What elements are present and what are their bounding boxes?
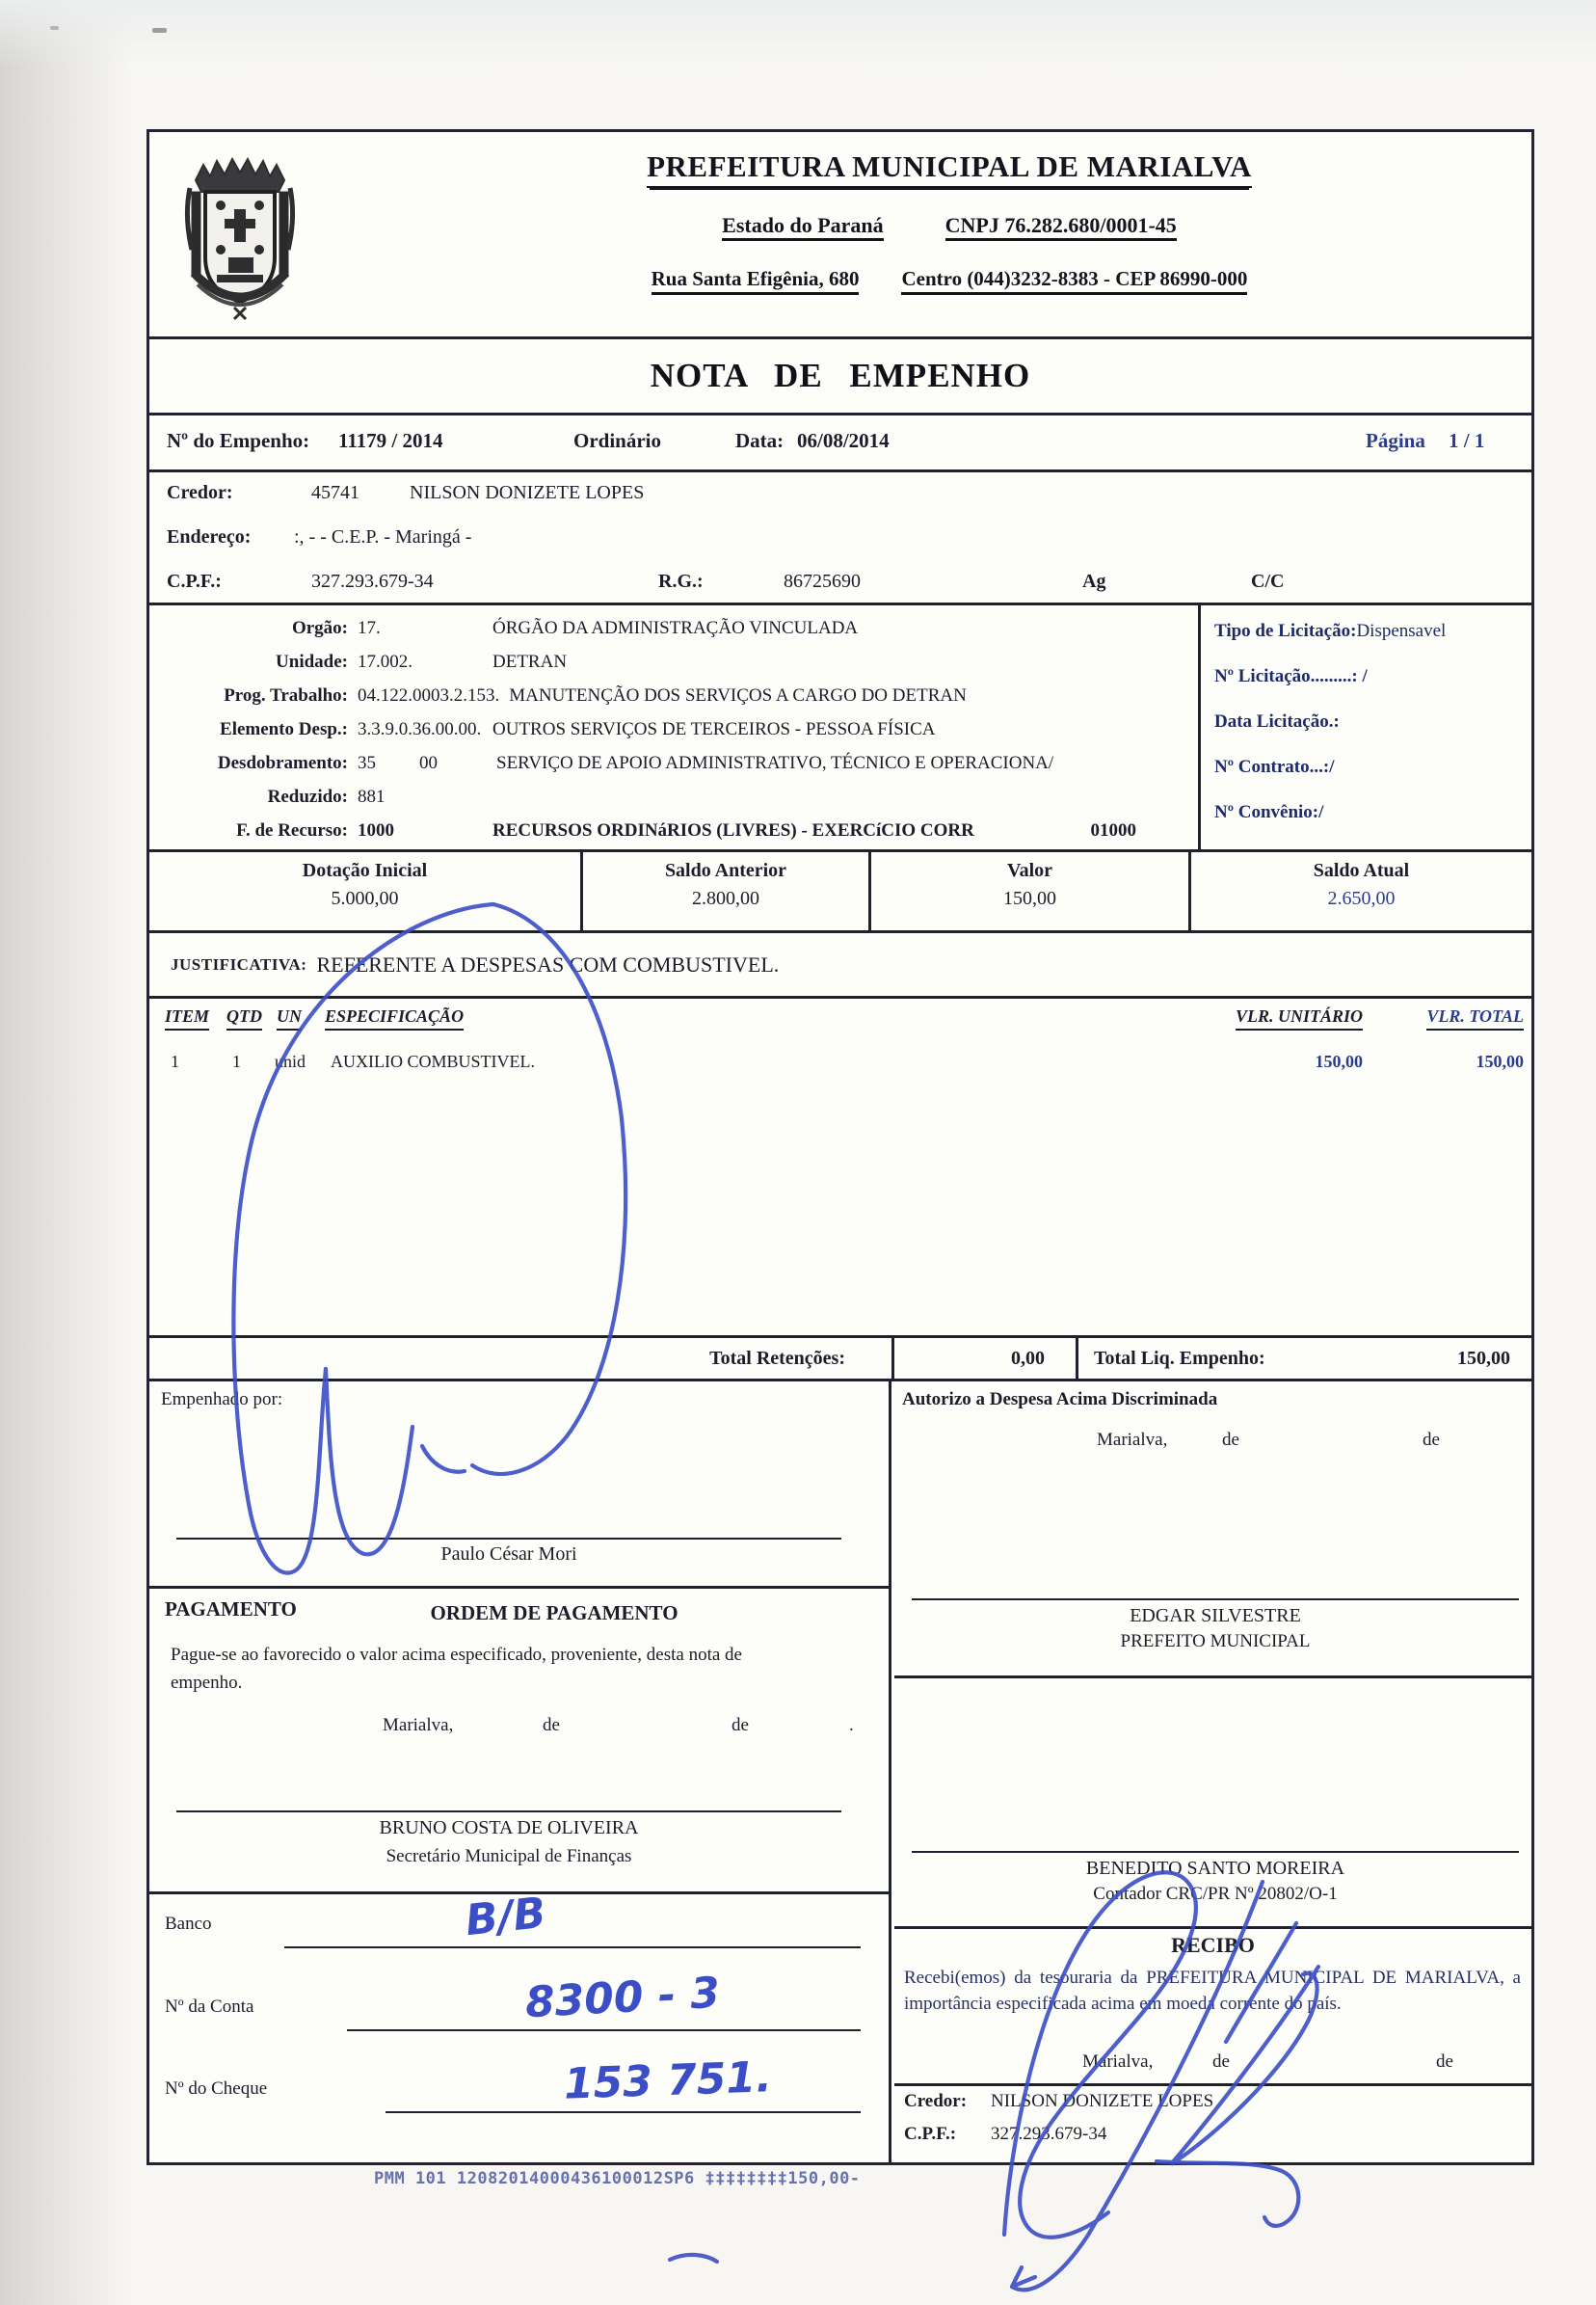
street-address: Rua Santa Efigênia, 680 bbox=[652, 267, 860, 295]
budget-row-unidade bbox=[149, 645, 1198, 679]
scan-edge-shade bbox=[0, 0, 130, 2305]
desdobramento-label: Desdobramento: bbox=[217, 752, 348, 773]
saldo-atual-header: Saldo Atual bbox=[1313, 860, 1410, 881]
prefeito-name: EDGAR SILVESTRE bbox=[1130, 1605, 1301, 1626]
contador-name: BENEDITO SANTO MOREIRA bbox=[1085, 1858, 1345, 1879]
unidade-desc: DETRAN bbox=[492, 651, 568, 672]
budget-row-elemento bbox=[149, 712, 1198, 746]
budget-row-orgao bbox=[149, 611, 1198, 645]
recibo-cpf-value: 327.293.679-34 bbox=[991, 2124, 1107, 2144]
desdobramento-desc: SERVIÇO DE APOIO ADMINISTRATIVO, TÉCNICO E OPERACIONA/ bbox=[496, 752, 1054, 773]
right-divider-2 bbox=[894, 1926, 1531, 1929]
district-phone-cep: Centro (044)3232-8383 - CEP 86990-000 bbox=[901, 267, 1247, 295]
unidade-label: Unidade: bbox=[276, 651, 348, 672]
municipality-title: PREFEITURA MUNICIPAL DE MARIALVA bbox=[647, 149, 1252, 188]
page-label: Página bbox=[1366, 429, 1425, 452]
document-title-bar bbox=[149, 336, 1531, 415]
item-number: 1 bbox=[171, 1052, 179, 1071]
prefeito-signature-line bbox=[912, 1598, 1519, 1600]
cpf-rg-row bbox=[149, 561, 1531, 605]
creditor-row bbox=[149, 472, 1531, 517]
budget-block bbox=[149, 603, 1531, 849]
budget-row-reduzido bbox=[149, 780, 1198, 814]
item-unit: unid bbox=[275, 1052, 306, 1071]
address-row bbox=[149, 517, 1531, 561]
address-label: Endereço: bbox=[167, 526, 252, 548]
city-line-city: Marialva, bbox=[383, 1715, 454, 1735]
total-retencoes-label: Total Retenções: bbox=[709, 1348, 845, 1369]
contador-title: Contador CRC/PR Nº 20802/O-1 bbox=[1093, 1884, 1338, 1904]
account-label: C/C bbox=[1251, 571, 1285, 592]
dotacao-inicial-cell bbox=[149, 852, 583, 930]
conta-handwritten-value: 8300 - 3 bbox=[523, 1968, 722, 2028]
budget-row-desdobramento bbox=[149, 746, 1198, 780]
prefeito-title: PREFEITO MUNICIPAL bbox=[1120, 1631, 1311, 1651]
saldo-anterior-header: Saldo Anterior bbox=[664, 860, 787, 881]
secretario-signature-line bbox=[176, 1810, 841, 1812]
left-column bbox=[149, 1381, 891, 2162]
scan-top-shade bbox=[0, 0, 1596, 67]
orgao-code: 17. bbox=[358, 617, 381, 638]
date-value: 06/08/2014 bbox=[797, 429, 890, 452]
reduzido-label: Reduzido: bbox=[267, 786, 348, 807]
item-total-price: 150,00 bbox=[1476, 1052, 1524, 1071]
justification-label: JUSTIFICATIVA: bbox=[171, 954, 307, 974]
elemento-code: 3.3.9.0.36.00.00. bbox=[358, 718, 482, 739]
cheque-label: Nº do Cheque bbox=[165, 2078, 268, 2099]
recibo-de2: de bbox=[1436, 2051, 1453, 2072]
elemento-label: Elemento Desp.: bbox=[220, 718, 348, 739]
creditor-block bbox=[149, 469, 1531, 603]
licitacao-tipo-label: Tipo de Licitação: bbox=[1214, 621, 1357, 641]
prog-trabalho-code: 04.122.0003.2.153. bbox=[358, 684, 500, 706]
orgao-label: Orgão: bbox=[291, 617, 348, 638]
totals-divider bbox=[1076, 1338, 1078, 1379]
conta-line bbox=[347, 2029, 861, 2031]
empenho-number-label: Nº do Empenho: bbox=[167, 429, 310, 452]
rg-value: 86725690 bbox=[784, 571, 861, 592]
budget-row-recurso bbox=[149, 814, 1198, 847]
licitacao-tipo-value: Dispensavel bbox=[1356, 621, 1447, 641]
item-description: AUXILIO COMBUSTIVEL. bbox=[331, 1052, 535, 1071]
creditor-name: NILSON DONIZETE LOPES bbox=[410, 482, 645, 503]
recibo-credor-label: Credor: bbox=[904, 2091, 968, 2111]
total-retencoes-value: 0,00 bbox=[1011, 1348, 1045, 1369]
recurso-desc: RECURSOS ORDINáRIOS (LIVRES) - EXERCíCIO CORR bbox=[492, 819, 974, 841]
reduzido-code: 881 bbox=[358, 786, 386, 807]
rg-label: R.G.: bbox=[658, 571, 704, 592]
col-qtd: QTD bbox=[226, 1006, 262, 1031]
creditor-label: Credor: bbox=[167, 482, 233, 503]
valor-header: Valor bbox=[1006, 860, 1053, 881]
autorizo-de1: de bbox=[1222, 1430, 1239, 1450]
scan-speck bbox=[152, 28, 167, 33]
recibo-cpf-label: C.P.F.: bbox=[904, 2124, 957, 2144]
items-table-header bbox=[149, 996, 1531, 1034]
items-table-body bbox=[149, 1034, 1531, 1335]
saldo-anterior-value: 2.800,00 bbox=[692, 888, 759, 909]
col-especificacao: ESPECIFICAÇÃO bbox=[325, 1006, 464, 1031]
prog-trabalho-desc: MANUTENÇÃO DOS SERVIÇOS A CARGO DO DETRAN bbox=[509, 684, 967, 706]
scan-speck bbox=[50, 26, 59, 30]
orgao-desc: ÓRGÃO DA ADMINISTRAÇÃO VINCULADA bbox=[492, 617, 859, 638]
conta-label: Nº da Conta bbox=[165, 1997, 254, 2017]
nota-de-empenho-form bbox=[146, 129, 1534, 2165]
recibo-text: Recebi(emos) da tesouraria da PREFEITURA MUNICIPAL DE MARIALVA, a importância especificada acima em moeda corrente do país. bbox=[904, 1968, 1521, 2014]
cpf-value: 327.293.679-34 bbox=[311, 571, 434, 592]
dotacao-inicial-value: 5.000,00 bbox=[331, 888, 399, 909]
signatures-section bbox=[149, 1381, 1531, 2162]
city-line-de1: de bbox=[543, 1715, 560, 1735]
elemento-desc: OUTROS SERVIÇOS DE TERCEIROS - PESSOA FÍSICA bbox=[492, 718, 936, 739]
col-vlr-unitario: VLR. UNITÁRIO bbox=[1236, 1006, 1363, 1031]
recibo-title: RECIBO bbox=[1171, 1933, 1255, 1957]
secretario-name: BRUNO COSTA DE OLIVEIRA bbox=[379, 1817, 639, 1838]
justification-row bbox=[149, 930, 1531, 996]
unidade-code: 17.002. bbox=[358, 651, 412, 672]
recurso-label: F. de Recurso: bbox=[236, 819, 348, 841]
header-line-2 bbox=[390, 213, 1508, 238]
empenhado-signature-line bbox=[176, 1538, 841, 1540]
left-divider-1 bbox=[149, 1586, 889, 1589]
address-value: :, - - C.E.P. - Maringá - bbox=[294, 526, 472, 548]
desdobramento-code: 35 bbox=[358, 752, 376, 773]
date-label: Data: bbox=[735, 429, 785, 452]
col-un: UN bbox=[277, 1006, 302, 1031]
empenhado-signature-name: Paulo César Mori bbox=[440, 1543, 577, 1565]
total-liquido-value: 150,00 bbox=[1457, 1348, 1510, 1369]
marialva-coat-of-arms-logo bbox=[178, 149, 302, 323]
balances-row bbox=[149, 849, 1531, 930]
form-header bbox=[149, 132, 1531, 336]
empenhado-por-label: Empenhado por: bbox=[161, 1389, 283, 1409]
right-divider-3 bbox=[894, 2083, 1531, 2086]
ordem-pagamento-title: ORDEM DE PAGAMENTO bbox=[430, 1601, 678, 1624]
saldo-atual-value: 2.650,00 bbox=[1327, 888, 1396, 909]
item-qty: 1 bbox=[232, 1052, 241, 1071]
pen-tick-annotation bbox=[670, 2255, 717, 2262]
licitacao-tipo bbox=[1214, 621, 1531, 666]
prog-trabalho-label: Prog. Trabalho: bbox=[224, 684, 348, 706]
col-item: ITEM bbox=[165, 1006, 209, 1031]
dotacao-inicial-header: Dotação Inicial bbox=[302, 860, 428, 881]
city-line-de2: de bbox=[732, 1715, 749, 1735]
dot-matrix-footer: PMM 101 12082014000436100012SP6 ‡‡‡‡‡‡‡‡150,00- bbox=[374, 2169, 861, 2188]
budget-row-prog-trabalho bbox=[149, 679, 1198, 712]
recibo-credor-value: NILSON DONIZETE LOPES bbox=[991, 2091, 1214, 2111]
contrato-numero: Nº Contrato...:/ bbox=[1214, 757, 1335, 777]
header-line-3 bbox=[390, 267, 1508, 291]
recurso-code: 1000 bbox=[358, 819, 394, 841]
banco-handwritten-value: B/B bbox=[463, 1888, 548, 1946]
total-liquido-label: Total Liq. Empenho: bbox=[1094, 1348, 1265, 1369]
empenho-number-row bbox=[149, 415, 1531, 469]
agency-label: Ag bbox=[1082, 571, 1106, 592]
licitacao-column bbox=[1198, 605, 1531, 852]
pagamento-title: PAGAMENTO bbox=[165, 1597, 297, 1621]
saldo-anterior-cell bbox=[583, 852, 871, 930]
document-title: NOTA DE EMPENHO bbox=[650, 357, 1031, 394]
empenho-kind: Ordinário bbox=[573, 429, 662, 452]
item-row bbox=[149, 1046, 1531, 1085]
col-vlr-total: VLR. TOTAL bbox=[1426, 1006, 1524, 1031]
state-label: Estado do Paraná bbox=[722, 213, 883, 241]
cpf-label: C.P.F.: bbox=[167, 571, 222, 592]
item-unit-price: 150,00 bbox=[1315, 1052, 1363, 1071]
page-value: 1 / 1 bbox=[1449, 429, 1485, 452]
right-divider-1 bbox=[894, 1675, 1531, 1678]
cnpj-label: CNPJ 76.282.680/0001-45 bbox=[945, 213, 1177, 241]
autorizo-city: Marialva, bbox=[1097, 1430, 1168, 1450]
saldo-atual-cell bbox=[1191, 852, 1531, 930]
budget-classification bbox=[149, 605, 1198, 852]
secretario-title: Secretário Municipal de Finanças bbox=[386, 1846, 632, 1866]
totals-row bbox=[149, 1335, 1531, 1381]
autorizo-de2: de bbox=[1423, 1430, 1440, 1450]
banco-line bbox=[284, 1946, 861, 1948]
banco-label: Banco bbox=[165, 1914, 212, 1934]
valor-cell bbox=[871, 852, 1191, 930]
totals-divider bbox=[891, 1338, 894, 1379]
right-column bbox=[894, 1381, 1531, 2162]
valor-value: 150,00 bbox=[1003, 888, 1056, 909]
convenio-numero: Nº Convênio:/ bbox=[1214, 802, 1324, 822]
cheque-line bbox=[386, 2111, 861, 2113]
recibo-de1: de bbox=[1212, 2051, 1230, 2072]
header-text-block bbox=[390, 149, 1508, 291]
recibo-city: Marialva, bbox=[1082, 2051, 1154, 2072]
recurso-extra-code: 01000 bbox=[1090, 819, 1136, 841]
autorizo-title: Autorizo a Despesa Acima Discriminada bbox=[902, 1389, 1218, 1409]
empenho-number-value: 11179 / 2014 bbox=[338, 429, 443, 452]
justification-text: REFERENTE A DESPESAS COM COMBUSTIVEL. bbox=[316, 951, 780, 977]
licitacao-data: Data Licitação.: bbox=[1214, 711, 1340, 732]
city-line-period: . bbox=[849, 1715, 854, 1735]
ordem-pagamento-text: Pague-se ao favorecido o valor acima especificado, proveniente, desta nota de empenho. bbox=[171, 1645, 742, 1693]
desdobramento-code2: 00 bbox=[419, 752, 438, 773]
cheque-handwritten-value: 153 751. bbox=[563, 2052, 773, 2109]
licitacao-numero: Nº Licitação.........: / bbox=[1214, 666, 1368, 686]
contador-signature-line bbox=[912, 1851, 1519, 1853]
creditor-code: 45741 bbox=[311, 482, 359, 503]
